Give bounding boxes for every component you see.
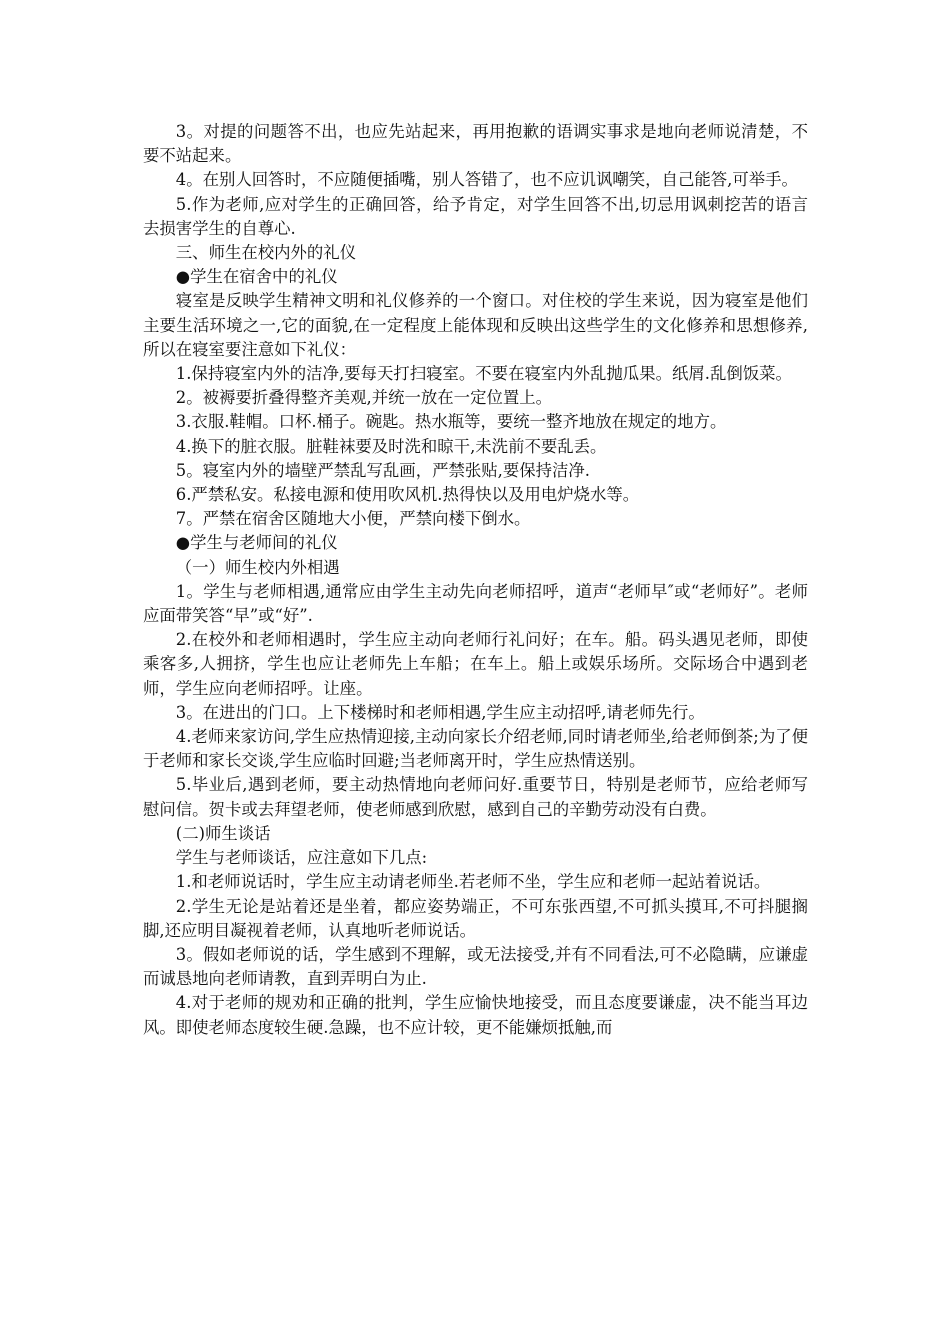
paragraph: 4。在别人回答时，不应随便插嘴，别人答错了，也不应讥讽嘲笑，自己能答,可举手。 [175, 170, 798, 190]
paragraph: 5。寝室内外的墙壁严禁乱写乱画，严禁张贴,要保持洁净. [175, 460, 591, 480]
paragraph: 寝室是反映学生精神文明和礼仪修养的一个窗口。对住校的学生来说，因为寝室是他们主要生活环境之一,它的面貌,在一定程度上能体现和反映出这些学生的文化修养和思想修养,所以在寝室要注意如下礼仪： [143, 291, 808, 359]
paragraph: 学生与老师谈话，应注意如下几点: [175, 848, 428, 868]
paragraph: 6.严禁私安。私接电源和使用吹风机.热得快以及用电炉烧水等。 [175, 485, 640, 505]
paragraph: 2.在校外和老师相遇时，学生应主动向老师行礼问好；在车。船。码头遇见老师，即使乘客多,人拥挤，学生也应让老师先上车船；在车上。船上或娱乐场所。交际场合中遇到老师，学生应向老师招呼。让座。 [143, 630, 808, 698]
paragraph: 7。严禁在宿舍区随地大小便，严禁向楼下倒水。 [175, 509, 531, 529]
paragraph: 4.对于老师的规劝和正确的批判，学生应愉快地接受，而且态度要谦虚，决不能当耳边风。即使老师态度较生硬.急躁，也不应计较，更不能嫌烦抵触,而 [143, 993, 808, 1037]
bullet-heading: ●学生与老师间的礼仪 [175, 533, 338, 553]
subsection-heading: （一）师生校内外相遇 [175, 557, 340, 577]
paragraph: 3。对提的问题答不出，也应先站起来，再用抱歉的语调实事求是地向老师说清楚，不要不站起来。 [143, 122, 808, 166]
paragraph: 3。假如老师说的话，学生感到不理解，或无法接受,并有不同看法,可不必隐瞒，应谦虚而诚恳地向老师请教，直到弄明白为止. [143, 944, 808, 989]
subsection-heading: (二)师生谈话 [175, 823, 271, 843]
paragraph: 1。学生与老师相遇,通常应由学生主动先向老师招呼，道声“老师早″或“老师好”。老师应面带笑答“早”或“好”. [143, 581, 808, 626]
paragraph: 4.老师来家访问,学生应热情迎接,主动向家长介绍老师,同时请老师坐,给老师倒茶;为了便于老师和家长交谈,学生应临时回避;当老师离开时，学生应热情送别。 [143, 727, 808, 771]
bullet-heading: ●学生在宿舍中的礼仪 [175, 267, 338, 287]
paragraph: 4.换下的脏衣服。脏鞋袜要及时洗和晾干,未洗前不要乱丢。 [175, 436, 607, 456]
paragraph: 1.保持寝室内外的洁净,要每天打扫寝室。不要在寝室内外乱抛瓜果。纸屑.乱倒饭菜。 [175, 364, 792, 384]
paragraph: 1.和老师说话时，学生应主动请老师坐.若老师不坐，学生应和老师一起站着说话。 [175, 872, 771, 892]
document-body [143, 120, 808, 1040]
paragraph: 5.作为老师,应对学生的正确回答，给予肯定，对学生回答不出,切忌用讽刺挖苦的语言去损害学生的自尊心. [143, 194, 808, 238]
paragraph: 3。在进出的门口。上下楼梯时和老师相遇,学生应主动招呼,请老师先行。 [175, 702, 705, 722]
section-heading: 三、师生在校内外的礼仪 [175, 243, 357, 263]
paragraph: 3.衣服.鞋帽。口杯.桶子。碗匙。热水瓶等，要统一整齐地放在规定的地方。 [175, 412, 727, 432]
paragraph: 5.毕业后,遇到老师，要主动热情地向老师问好.重要节日，特别是老师节，应给老师写慰问信。贺卡或去拜望老师，使老师感到欣慰，感到自己的辛勤劳动没有白费。 [143, 775, 808, 819]
paragraph: 2。被褥要折叠得整齐美观,并统一放在一定位置上。 [175, 388, 553, 408]
paragraph: 2.学生无论是站着还是坐着，都应姿势端正，不可东张西望,不可抓头摸耳,不可抖腿搁脚,还应明目凝视着老师，认真地听老师说话。 [143, 896, 808, 940]
